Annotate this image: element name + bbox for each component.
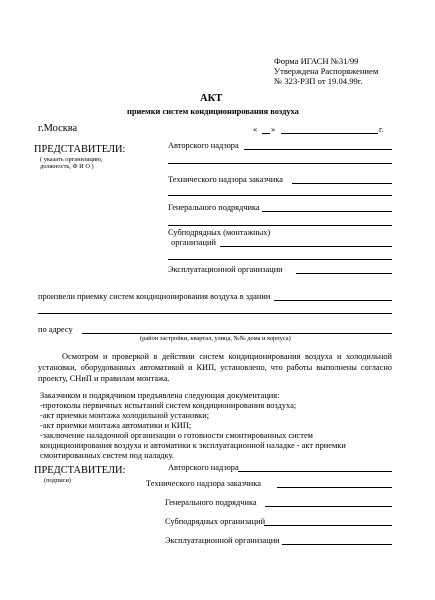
date-day-field[interactable] (262, 133, 270, 134)
year-suffix: г. (379, 125, 384, 134)
address-label: по адресу (38, 325, 73, 334)
sign-customer-field[interactable] (277, 487, 392, 488)
sign-author-label: Авторского надзора (168, 463, 239, 472)
customer-supervision-field[interactable] (292, 183, 392, 184)
sign-subcontractors-field[interactable] (264, 525, 392, 526)
address-field[interactable] (82, 333, 392, 334)
sign-subcontractors-label: Субподрядных организаций (165, 517, 266, 526)
sign-operating-org-field[interactable] (282, 544, 392, 545)
subcontractor-label-2: организаций (171, 238, 216, 247)
signatures-note: (подписи) (44, 477, 72, 484)
author-supervision-field-2[interactable] (168, 163, 392, 164)
documentation-item-4-line-2: кондиционирования воздуха и автоматики к эксплуатационной наладке - акт приемки (40, 441, 346, 450)
documentation-item-2: -акт приемки монтажа холодильной установки; (40, 411, 210, 420)
sign-general-contractor-field[interactable] (265, 506, 392, 507)
documentation-item-1: -протоколы первичных испытаний систем кондиционирования воздуха; (40, 401, 297, 410)
operating-org-label: Эксплуатационной организации (168, 265, 283, 274)
subcontractor-label-1: Субподрядных (монтажных) (168, 228, 271, 237)
documentation-item-4-line-3: смонтированных систем под наладку. (40, 451, 174, 460)
acceptance-text: произвели приемку систем кондиционирования воздуха в здании (38, 292, 271, 301)
building-field[interactable] (274, 300, 392, 301)
address-note: (район застройки, квартал, улица, №№ дома и корпуса) (140, 335, 291, 342)
general-contractor-label: Генерального подрядчика (168, 203, 260, 212)
general-contractor-field-2[interactable] (168, 225, 392, 226)
customer-supervision-label: Технического надзора заказчика (168, 175, 283, 184)
representatives-note-1: ( указать организацию, (40, 156, 103, 163)
signatures-label: ПРЕДСТАВИТЕЛИ: (34, 465, 126, 476)
sign-author-field[interactable] (238, 471, 392, 472)
sign-operating-org-label: Эксплуатационной организации (165, 536, 280, 545)
date-open-quote: « (253, 125, 258, 134)
date-close-quote: » (271, 125, 276, 134)
author-supervision-label: Авторского надзора (168, 141, 239, 150)
representatives-label: ПРЕДСТАВИТЕЛИ: (34, 144, 126, 155)
documentation-item-4-line-1: -заключение наладочной организации о готовности смонтированных систем (40, 431, 313, 440)
representatives-note-2: должность, Ф И О ) (40, 163, 94, 170)
sign-customer-label: Технического надзора заказчика (146, 479, 261, 488)
general-contractor-field[interactable] (262, 211, 392, 212)
order-line: № 323-РЗП от 19.04.99г. (274, 76, 363, 86)
operating-org-field[interactable] (296, 273, 392, 274)
subcontractor-field[interactable] (220, 246, 392, 247)
document-title: АКТ (200, 93, 223, 104)
inspection-paragraph: Осмотром и проверкой в действии систем кондиционирования воздуха и холодильной установки, оборудованных автоматикой и КИП, установлено, что работы выполнены согласно проекту, СНиП и правилам монтажа. (38, 352, 392, 383)
documentation-item-3: -акт приемки монтажа автоматики и КИП; (40, 421, 192, 430)
date-month-year-field[interactable] (281, 133, 378, 134)
city-label: г.Москва (38, 123, 78, 134)
customer-supervision-field-2[interactable] (168, 195, 392, 196)
author-supervision-field[interactable] (244, 149, 392, 150)
documentation-intro: Заказчиком и подрядчиком предъявлена следующая документация: (40, 391, 280, 400)
subcontractor-field-2[interactable] (168, 259, 392, 260)
sign-general-contractor-label: Генерального подрядчика (165, 498, 257, 507)
approval-line: Утверждена Распоряжением (274, 66, 379, 76)
building-field-2[interactable] (38, 313, 392, 314)
document-subtitle: приемки систем кондиционирования воздуха (127, 107, 299, 116)
form-number: Форма ИГАСН №31/99 (274, 56, 359, 66)
